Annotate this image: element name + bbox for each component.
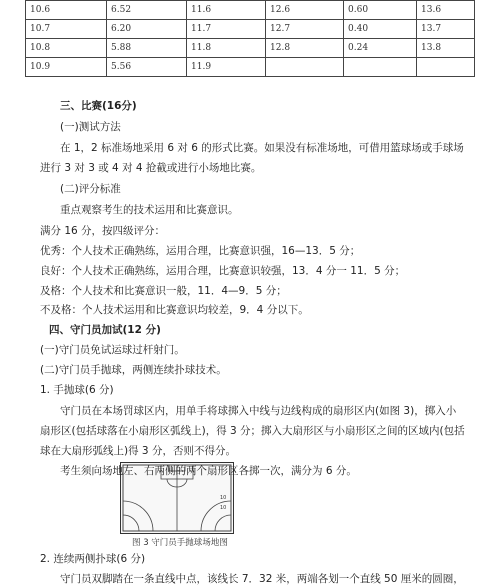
grade-line: 及格：个人技术和比赛意识一般，11．4—9．5 分； [40,285,287,297]
grade-line: 优秀：个人技术正确熟练，运用合理，比赛意识强，16—13．5 分； [40,245,361,257]
figure-caption: 图 3 守门员手抛球场地图 [132,538,228,548]
table-cell: 10.6 [26,1,107,20]
paragraph: 重点观察考生的技术运用和比赛意识。 [60,204,239,216]
table-cell: 6.52 [107,1,187,20]
table-cell [417,58,475,77]
table-cell: 11.9 [187,58,266,77]
table-cell: 5.88 [107,39,187,58]
table-cell: 10.7 [26,20,107,39]
figure-label-bottom: 10 [220,505,227,511]
grade-line: 良好：个人技术正确熟练，运用合理，比赛意识较强，13．4 分一 11．5 分； [40,265,406,277]
section-3-sub2: (二)评分标准 [60,183,121,195]
table-cell: 13.8 [417,39,475,58]
table-cell: 11.6 [187,1,266,20]
section-4-heading: 四、守门员加试(12 分) [49,324,161,336]
section-3-sub1: (一)测试方法 [60,121,121,133]
table-cell: 12.8 [266,39,344,58]
table-cell: 13.7 [417,20,475,39]
table-cell: 0.24 [344,39,417,58]
table-cell: 10.9 [26,58,107,77]
table-cell: 13.6 [417,1,475,20]
table-cell: 12.7 [266,20,344,39]
subheading: 2. 连续两侧扑球(6 分) [40,553,146,565]
table-cell: 10.8 [26,39,107,58]
table-cell [344,58,417,77]
paragraph: 球在大扇形弧线上)得 3 分，否则不得分。 [40,445,236,457]
table-cell: 12.6 [266,1,344,20]
table-cell: 0.60 [344,1,417,20]
table-cell: 0.40 [344,20,417,39]
table-row [26,39,475,58]
table-row [26,1,475,20]
table-row [26,20,475,39]
paragraph: 考生须向场地左、右两侧的两个扇形区各掷一次，满分为 6 分。 [60,465,357,477]
grade-line: 不及格：个人技术运用和比赛意识均较差，9．4 分以下。 [40,304,309,316]
table-cell: 11.8 [187,39,266,58]
section-3-heading: 三、比赛(16分) [60,100,137,112]
paragraph: (一)守门员免试运球过杆射门。 [40,344,185,356]
paragraph: 扇形区(包括球落在小扇形区弧线上)，得 3 分；掷入大扇形区与小扇形区之间的区域内(包括 [40,425,465,437]
table-cell: 11.7 [187,20,266,39]
table-cell: 6.20 [107,20,187,39]
figure-label-top: 10 [220,495,227,501]
paragraph: (二)守门员手抛球，两侧连续扑球技术。 [40,364,227,376]
paragraph: 守门员双脚踏在一条直线中点，该线长 7．32 米，两端各划一个直线 50 厘米的圆圈， [60,573,464,585]
paragraph: 进行 3 对 3 或 4 对 4 抢截或进行小场地比赛。 [40,162,262,174]
paragraph: 在 1，2 标准场地采用 6 对 6 的形式比赛。如果没有标准场地，可借用篮球场或手球场 [60,142,464,154]
subheading: 1. 手抛球(6 分) [40,384,114,396]
paragraph: 守门员在本场罚球区内，用单手将球掷入中线与边线构成的扇形区内(如图 3)，掷入小 [60,405,457,417]
table-row [26,58,475,77]
score-table [25,0,475,77]
table-cell: 5.56 [107,58,187,77]
paragraph: 满分 16 分，按四级评分： [40,225,166,237]
table-cell [266,58,344,77]
